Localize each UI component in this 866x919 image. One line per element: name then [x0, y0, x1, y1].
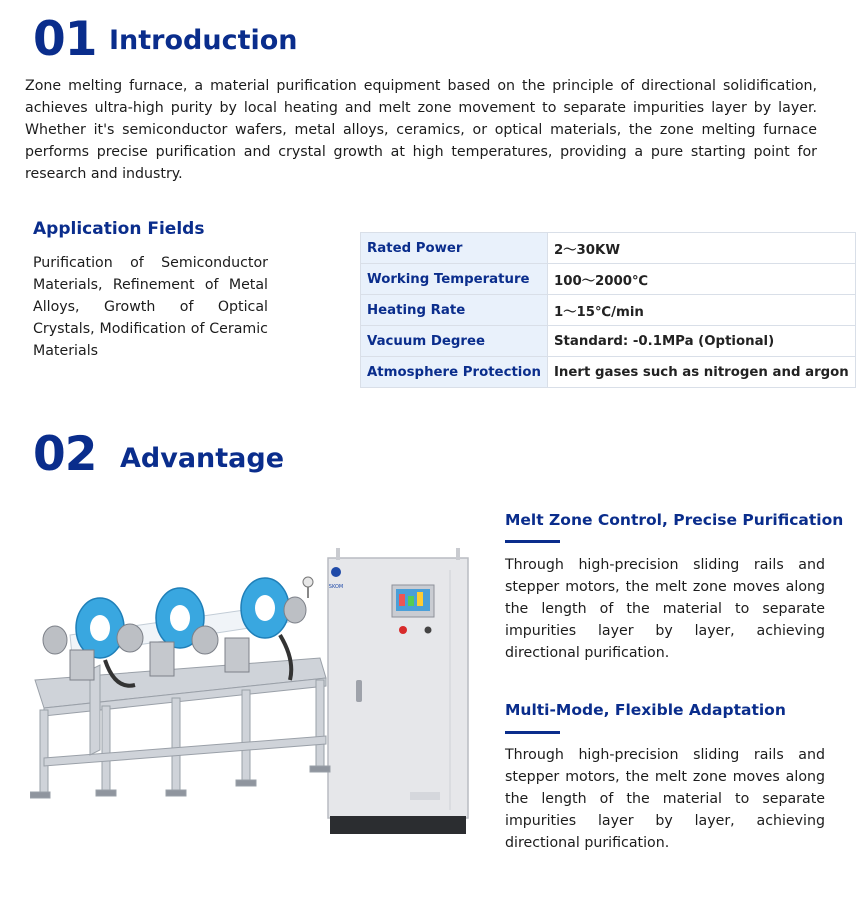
spec-value: 1〜15℃/min — [547, 295, 855, 326]
spec-label: Vacuum Degree — [361, 326, 548, 357]
advantage-text-1: Through high-precision sliding rails and stepper motors, the melt zone moves along the length of the material to separate impurities layer by layer, achieving directional purification. — [505, 557, 825, 661]
table-row — [361, 326, 856, 357]
advantage-title-1: Melt Zone Control, Precise Purification — [505, 511, 844, 529]
table-row — [361, 295, 856, 326]
spec-label: Heating Rate — [361, 295, 548, 326]
spec-value: Inert gases such as nitrogen and argon — [547, 357, 855, 388]
section-title-introduction: Introduction — [109, 25, 298, 56]
specs-table — [360, 232, 856, 388]
advantage-title-2: Multi-Mode, Flexible Adaptation — [505, 701, 786, 719]
zone-melting-furnace-image — [30, 540, 475, 840]
cabinet-logo-text: SKOM — [328, 584, 344, 590]
table-row — [361, 357, 856, 388]
table-row — [361, 264, 856, 295]
section-number-02: 02 — [33, 427, 97, 482]
table-row — [361, 233, 856, 264]
section-title-advantage: Advantage — [120, 443, 285, 474]
spec-value: 2〜30KW — [547, 233, 855, 264]
spec-value: Standard: -0.1MPa (Optional) — [547, 326, 855, 357]
spec-value: 100〜2000℃ — [547, 264, 855, 295]
spec-label: Atmosphere Protection — [361, 357, 548, 388]
intro-paragraph: Zone melting furnace, a material purification equipment based on the principle of directional solidification, achieves ultra-high purity by local heating and melt zone movement to separate impurities layer by layer. Whether it's semiconductor wafers, metal alloys, ceramics, or optical materials, the zone melting furnace performs precise purification and crystal growth at high temperatures, providing a pure starting point for research and industry. — [25, 78, 817, 182]
spec-label: Rated Power — [361, 233, 548, 264]
spec-label: Working Temperature — [361, 264, 548, 295]
advantage-divider-1 — [505, 540, 560, 543]
advantage-divider-2 — [505, 731, 560, 734]
heater-coils — [76, 578, 289, 658]
application-fields-text: Purification of Semiconductor Materials, Refinement of Metal Alloys, Growth of Optical Crystals, Modification of Ceramic Materials — [33, 255, 268, 359]
advantage-text-2: Through high-precision sliding rails and stepper motors, the melt zone moves along the length of the material to separate impurities layer by layer, achieving directional purification. — [505, 747, 825, 851]
section-number-01: 01 — [33, 12, 97, 67]
application-fields-heading: Application Fields — [33, 219, 205, 239]
control-cabinet — [328, 548, 468, 834]
